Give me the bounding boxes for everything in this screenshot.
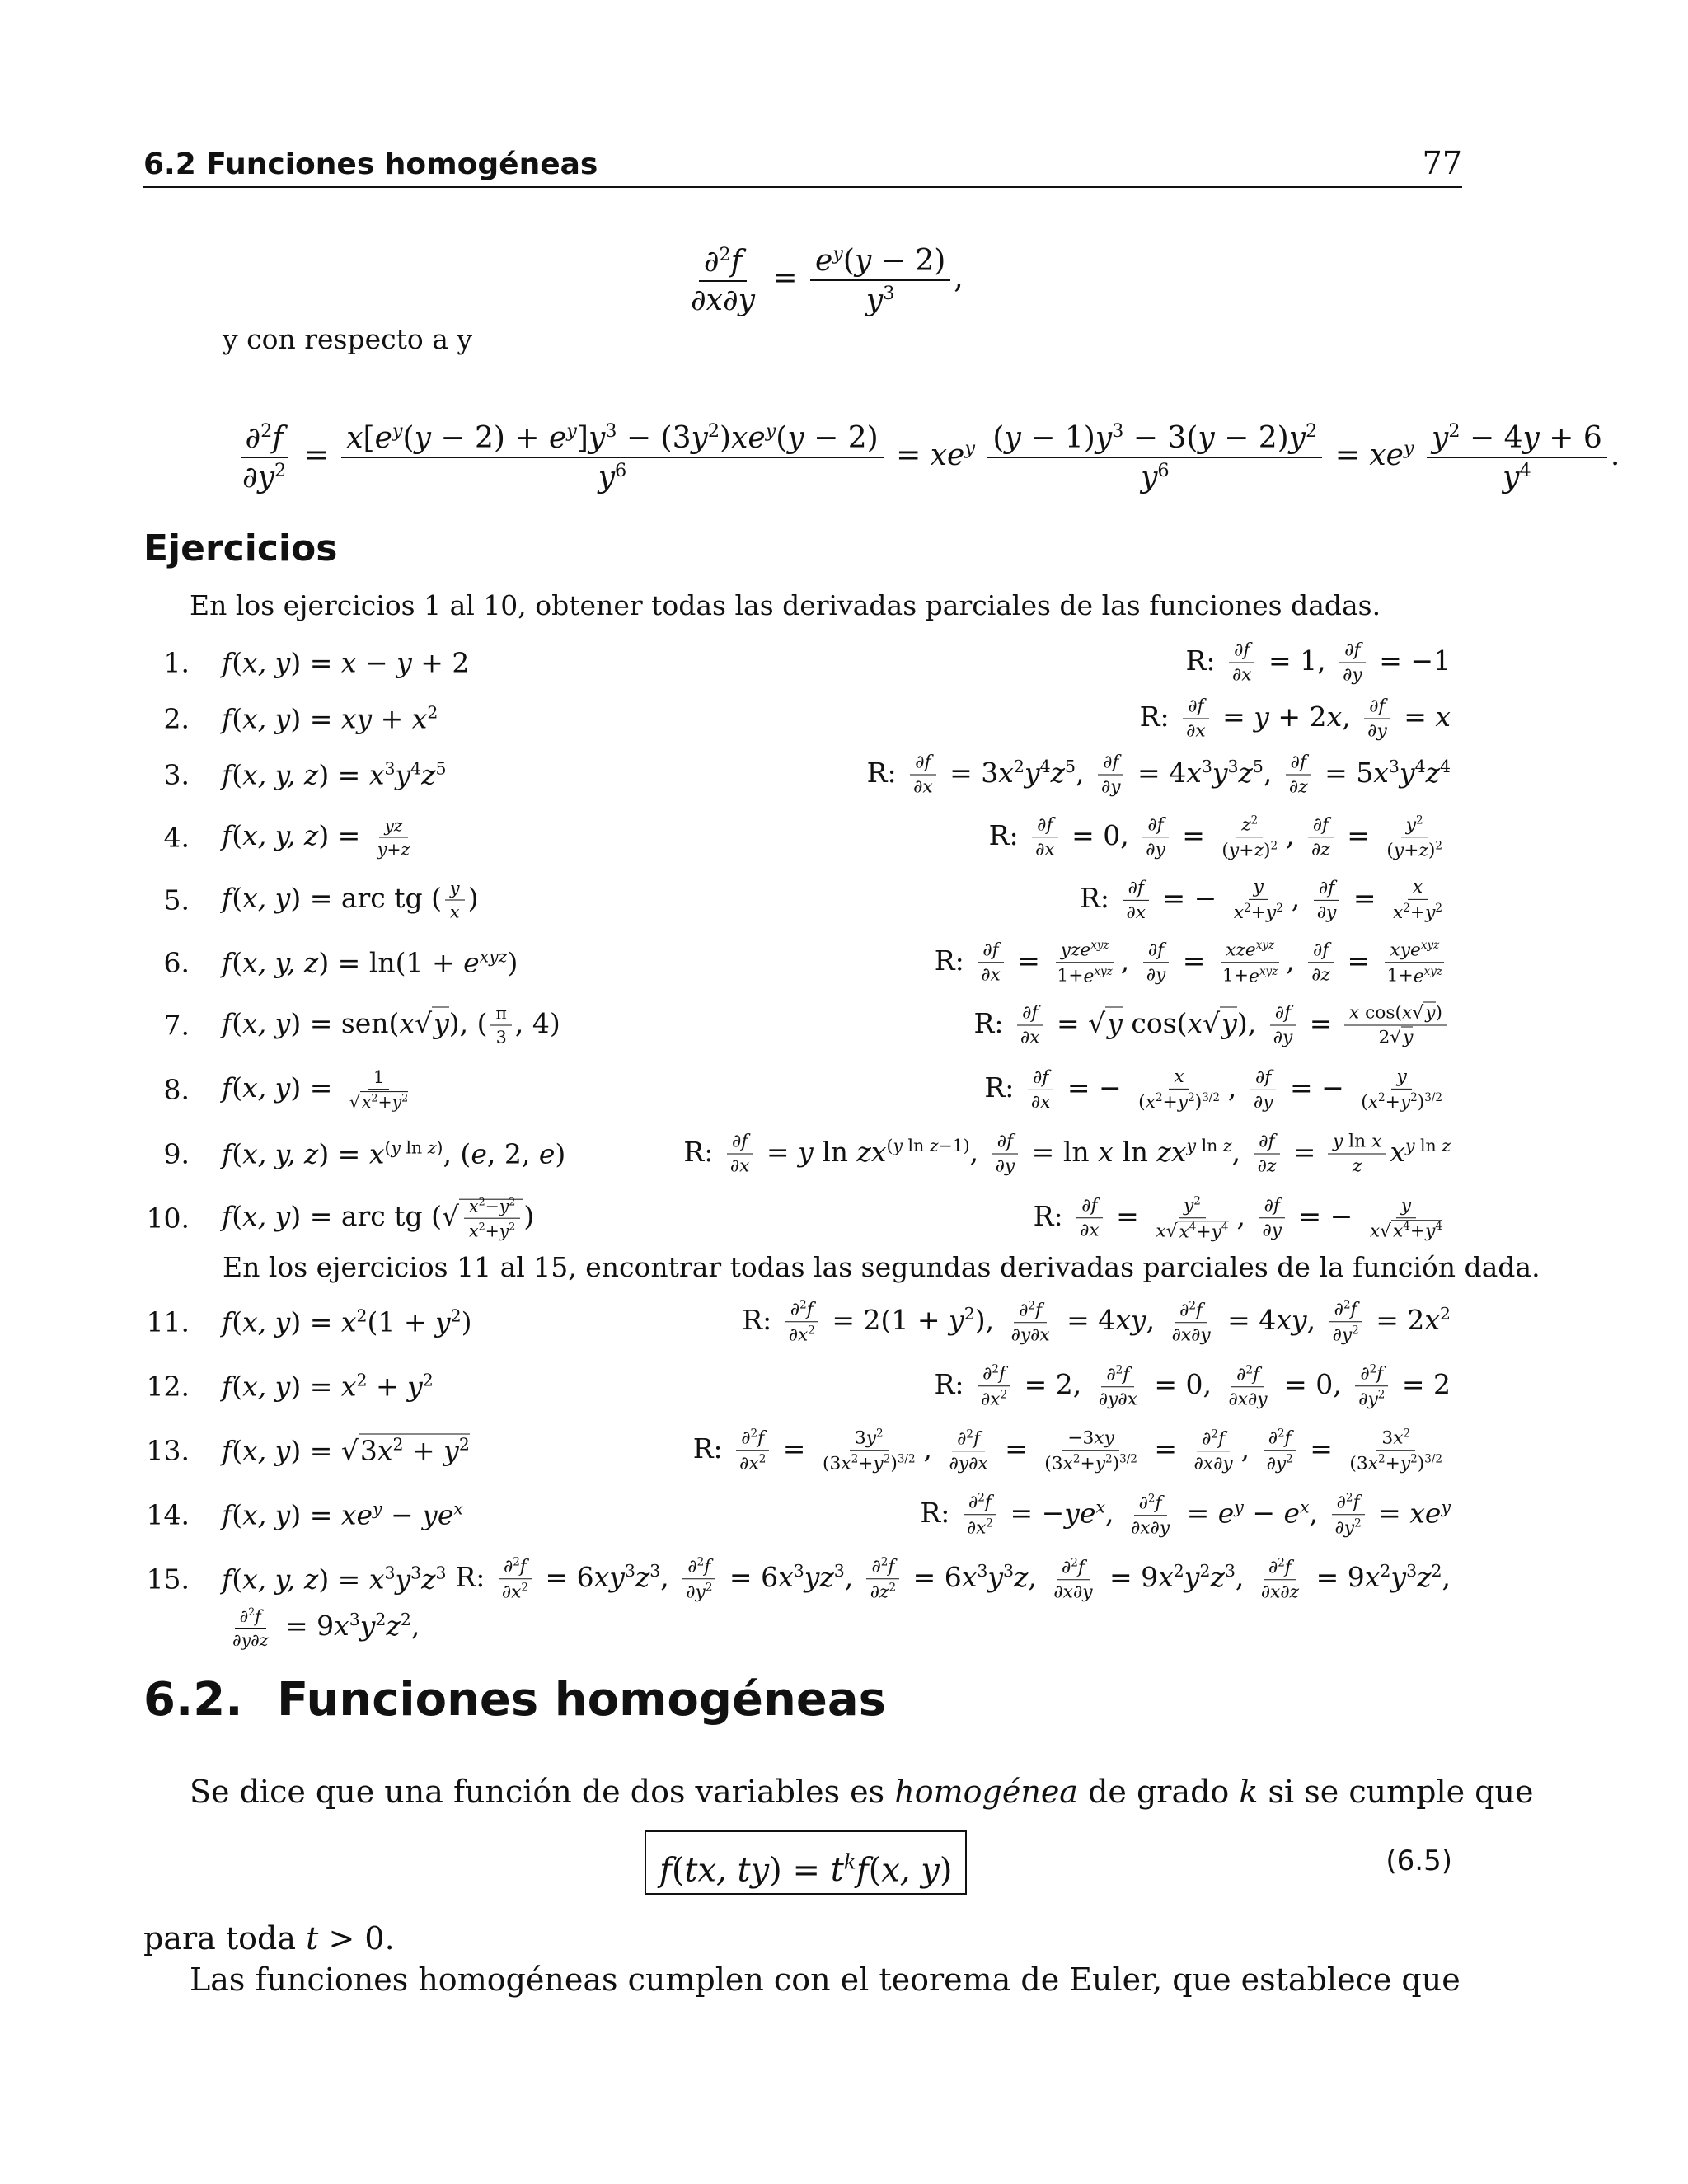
exercise-answer: R: $\frac{\partial f}{\partial x}$ = y $\ln zx^{(y ln z-1)}$, $\frac{\partial f}{\partial y}$ = ln x $\ln zx^{y ln z}$, $\frac{\partial f}{\partial z}$ = $\frac{\text{y ln x}}{z}$ $x^{y ln z}$ (683, 1131, 1451, 1177)
exercise-function: f(x, y) = x − y + 2 (222, 646, 470, 679)
exercise-number: 3. (163, 758, 190, 791)
running-header (143, 140, 1462, 188)
exercise-number: 9. (163, 1137, 190, 1170)
exercise-answer: R: $\frac{\partial^2f}{\partial x^2}$ = $\frac{3y^2}{(3x^2+y^2)^{3/2}}$ , $\frac{\partial^2f}{\partial y\partial x}$ = $\frac{-3xy}{(3x^2+y^2)^{3/2}}$ = $\frac{\partial^2f}{\partial x\partial y}$ , $\frac{\partial^2f}{\partial y^2}$ = $\frac{3x^2}{(3x^2+y^2)^{3/2}}$ (692, 1427, 1442, 1474)
exercise-item (143, 1192, 1462, 1244)
paragraph-euler-theorem: Las funciones homogéneas cumplen con el teorema de Euler, que establece que (190, 1961, 1461, 1998)
exercise-answer: R: $\frac{\partial f}{\partial x}$ = √y cos(x√y), $\frac{\partial f}{\partial y}$ = $\frac{\text{x cos(x√y)}}{2√y}$ (974, 1003, 1451, 1048)
exercise-number: 15. (146, 1563, 190, 1596)
exercise-answer: R: $\frac{\partial^2f}{\partial x^2}$ = $6xy^3z^3$, $\frac{\partial^2f}{\partial y^2}$ = $6x^3yz^3$, $\frac{\partial^2f}{\partial z^2}$ = $6x^3y^3z$, $\frac{\partial^2f}{\partial x\partial y}$ = $9x^2y^2z^3$, $\frac{\partial^2f}{\partial x\partial z}$ = $9x^2y^3z^2$, (455, 1555, 1451, 1603)
exercise-answer: R: $\frac{\partial f}{\partial x}$ = − $\frac{x}{(x^2+y^2)^{3/2}}$ , $\frac{\partial f}{\partial y}$ = − $\frac{y}{(x^2+y^2)^{3/2}}$ (984, 1066, 1442, 1113)
exercise-number: 8. (163, 1073, 190, 1106)
exercise-answer: R: $\frac{\partial^2f}{\partial x^2}$ = $2(1 + y^2)$, $\frac{\partial^2f}{\partial y\partial x}$ = 4xy, $\frac{\partial^2f}{\partial x\partial y}$ = 4xy, $\frac{\partial^2f}{\partial y^2}$ = $2x^2$ (742, 1298, 1451, 1346)
header-section-title: 6.2 Funciones homogéneas (143, 148, 598, 181)
exercise-item (143, 1063, 1462, 1116)
exercise-answer: R: $\frac{\partial f}{\partial x}$ = $\frac{yze^{xyz}}{1+e^{xyz}}$ , $\frac{\partial f}{\partial y}$ = $\frac{xze^{xyz}}{1+e^{xyz}}$ , $\frac{\partial f}{\partial z}$ = $\frac{xye^{xyz}}{1+e^{xyz}}$ (935, 939, 1451, 987)
exercise-number: 2. (163, 702, 190, 735)
equation-second-partial-y: $\frac{\partial^2f}{\partial y^2}$ = $\frac{x[e^y(y - 2) + e^y]y^3 - (3y^2)xe^y(y - 2)}{y^6}$ = $xe^y$ $\frac{(y - 1)y^3 - 3(y - 2)y^2}{y^6}$ = $xe^y$ $\frac{y^2 - 4y + 6}{y^4}$ . (234, 420, 1620, 494)
section-title-text: Funciones homogéneas (277, 1673, 886, 1727)
exercise-item (143, 748, 1462, 801)
exercise-function: f(x, y) = arc tg ( $\frac{y}{x}$ ) (222, 878, 479, 922)
exercise-function: f(x, $y) = √3x^2 + y^2$ (222, 1434, 470, 1467)
exercise-item (143, 1553, 1462, 1605)
exercise-number: 5. (163, 883, 190, 916)
section-number: 6.2. (143, 1673, 243, 1727)
exercise-item (143, 811, 1462, 864)
exercise-function: f(x, $y) = xe^y - ye^x$ (222, 1498, 463, 1531)
exercise-number: 4. (163, 821, 190, 854)
text-respect-y: y con respecto a y (223, 323, 473, 355)
exercise-number: 14. (146, 1498, 190, 1531)
exercise-number: 13. (146, 1434, 190, 1467)
exercise-item (143, 1127, 1462, 1180)
equation-number: (6.5) (1386, 1844, 1452, 1877)
exercise-answer: R: $\frac{\partial f}{\partial x}$ = 1, $\frac{\partial f}{\partial y}$ = −1 (1185, 640, 1451, 686)
exercise-function: f(x, $y) = x^2(1 + y^2)$ (222, 1305, 472, 1338)
exercise-function: f(x, y, $z) = x^{(y ln z)}$, (e, 2, e) (222, 1137, 566, 1170)
exercises-instruction-1-10: En los ejercicios 1 al 10, obtener todas las derivadas parciales de las funciones dadas. (190, 589, 1381, 621)
exercise-answer: R: $\frac{\partial^2f}{\partial x^2}$ = 2, $\frac{\partial^2f}{\partial y\partial x}$ = 0, $\frac{\partial^2f}{\partial x\partial y}$ = 0, $\frac{\partial^2f}{\partial y^2}$ = 2 (934, 1362, 1451, 1410)
paragraph-for-all-t: para toda t > 0. (143, 1920, 395, 1957)
exercise-answer: R: $\frac{\partial f}{\partial x}$ = − $\frac{y}{x^2+y^2}$ , $\frac{\partial f}{\partial y}$ = $\frac{x}{x^2+y^2}$ (1079, 876, 1442, 924)
exercise-function: f(x, y, $z) = x^3y^3z^3$ (222, 1563, 447, 1596)
exercises-instruction-11-15: En los ejercicios 11 al 15, encontrar todas las segundas derivadas parciales de la función dada. (223, 1251, 1540, 1283)
exercise-number: 6. (163, 946, 190, 979)
exercise-item (143, 874, 1462, 926)
exercise-function: f(x, y) = arc tg (√ $\frac{x^2-y^2}{x^2+y^2}$ ) (222, 1195, 535, 1241)
exercise-number: 7. (163, 1009, 190, 1042)
exercise-function: f(x, $y) = x^2 + y^2$ (222, 1370, 434, 1403)
exercise-answer: R: $\frac{\partial f}{\partial x}$ = y + 2x, $\frac{\partial f}{\partial y}$ = x (1139, 696, 1451, 742)
boxed-equation: f(tx, $ty) = t^kf(x$, y) (645, 1830, 967, 1895)
exercise-number: 10. (146, 1202, 190, 1235)
exercise-function: f(x, y, z) = $\frac{yz}{y+z}$ (222, 815, 410, 860)
exercise-function: f(x, y, $z) = x^3y^4z^5$ (222, 758, 447, 791)
exercise-answer: R: $\frac{\partial f}{\partial x}$ = 0, $\frac{\partial f}{\partial y}$ = $\frac{z^2}{(y+z)^2}$ , $\frac{\partial f}{\partial z}$ = $\frac{y^2}{(y+z)^2}$ (988, 813, 1442, 861)
exercise-number: 12. (146, 1370, 190, 1403)
exercise-item (143, 1360, 1462, 1413)
exercise-answer: R: $\frac{\partial f}{\partial x}$ = $3x^2y^4z^5$, $\frac{\partial f}{\partial y}$ = $4x^3y^3z^5$, $\frac{\partial f}{\partial z}$ = $5x^3y^4z^4$ (866, 752, 1451, 798)
header-page-number: 77 (1422, 145, 1462, 181)
section-heading (143, 1673, 886, 1727)
paragraph-homogeneous-definition: Se dice que una función de dos variables es homogénea de grado k si se cumple que (190, 1774, 1534, 1810)
exercise-function: f(x, y, $z) = \ln(1 + e^{xyz})$ (222, 946, 518, 979)
equation-mixed-partial: $\frac{\partial^2f}{\partial x\partial y}$ = $\frac{e^y(y - 2)}{y^3}$ , (691, 243, 964, 317)
exercise-item (143, 636, 1462, 689)
exercise-item (143, 1296, 1462, 1348)
exercise-answer: R: $\frac{\partial f}{\partial x}$ = $\frac{y^2}{x√x^4+y^4}$ , $\frac{\partial f}{\partial y}$ = − $\frac{y}{x√x^4+y^4}$ (1033, 1194, 1442, 1242)
exercise-item (143, 936, 1462, 989)
exercises-title: Ejercicios (143, 527, 338, 569)
exercise-function: f(x, y) = sen(x√y), ( $\frac{\pi}{3}$ , 4) (222, 1003, 560, 1047)
exercise-function: f(x, y) = $\frac{1}{√x^2+y^2}$ (222, 1067, 409, 1112)
exercise-item (143, 692, 1462, 745)
exercise-number: 11. (146, 1305, 190, 1338)
exercise-item (143, 1488, 1462, 1541)
exercise-item (143, 1424, 1462, 1477)
exercise-function: f(x, y) = xy + $x^2$ (222, 702, 438, 735)
exercise-item (143, 999, 1462, 1052)
exercise-answer: R: $\frac{\partial^2f}{\partial x^2}$ = $-ye^x$, $\frac{\partial^2f}{\partial x\partial y}$ = $e^y - e^x$, $\frac{\partial^2f}{\partial y^2}$ = $xe^y$ (920, 1491, 1451, 1539)
exercise-number: 1. (163, 646, 190, 679)
exercise-15-continuation: $\frac{\partial^2f}{\partial y\partial z}$ = $9x^3y^2z^2$, (232, 1605, 420, 1650)
